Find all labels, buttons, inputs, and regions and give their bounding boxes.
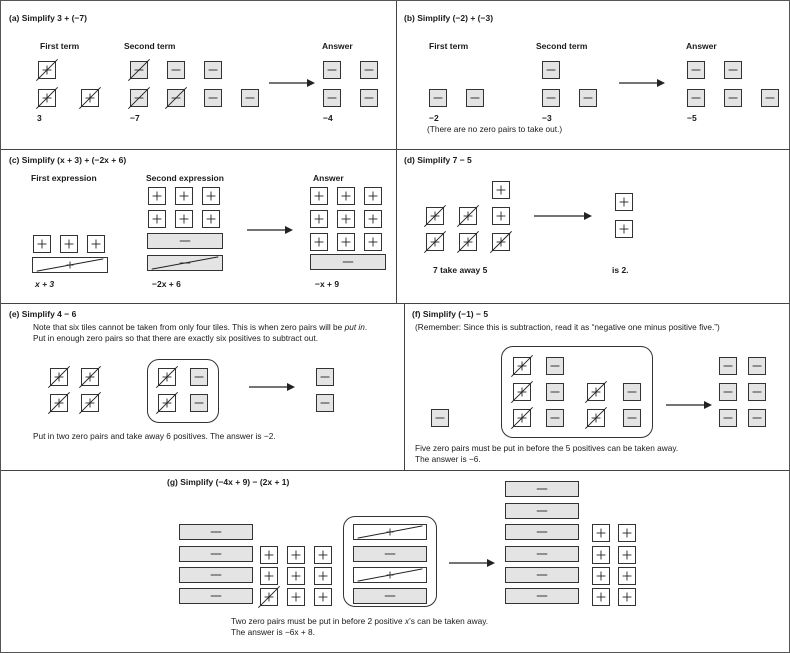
panel-f-result-1: Five zero pairs must be put in before the 5 positives can be taken away. <box>415 443 679 453</box>
negative-unit-tile <box>316 368 334 386</box>
negative-unit-tile <box>579 89 597 107</box>
positive-unit-tile <box>287 546 305 564</box>
negative-x-tile-crossed <box>147 255 223 271</box>
negative-unit-tile <box>431 409 449 427</box>
divider-col-r3 <box>404 303 405 470</box>
positive-unit-tile-crossed <box>513 383 531 401</box>
positive-unit-tile-crossed <box>513 357 531 375</box>
panel-c-value-second: −2x + 6 <box>152 279 181 289</box>
positive-unit-tile <box>314 546 332 564</box>
negative-unit-tile <box>360 89 378 107</box>
negative-unit-tile-crossed <box>130 61 148 79</box>
positive-unit-tile <box>618 567 636 585</box>
negative-unit-tile <box>204 89 222 107</box>
positive-unit-tile-crossed <box>50 368 68 386</box>
negative-unit-tile <box>623 409 641 427</box>
negative-x-tile <box>505 567 579 583</box>
negative-unit-tile <box>167 61 185 79</box>
negative-unit-tile <box>542 61 560 79</box>
negative-unit-tile-crossed <box>130 89 148 107</box>
panel-b-value-answer: −5 <box>687 113 697 123</box>
positive-unit-tile <box>615 220 633 238</box>
positive-unit-tile <box>310 210 328 228</box>
negative-unit-tile <box>748 409 766 427</box>
negative-x-tile <box>179 546 253 562</box>
panel-a-arrow <box>269 77 315 89</box>
divider-col-r2 <box>396 149 397 303</box>
negative-unit-tile <box>623 383 641 401</box>
divider-row3 <box>1 470 790 471</box>
positive-unit-tile-crossed <box>81 89 99 107</box>
negative-x-tile <box>505 588 579 604</box>
positive-unit-tile <box>364 187 382 205</box>
panel-g-result-pre: Two zero pairs must be put in before 2 positive <box>231 616 405 626</box>
positive-unit-tile-crossed <box>459 207 477 225</box>
positive-unit-tile <box>592 524 610 542</box>
negative-unit-tile <box>204 61 222 79</box>
panel-c-header-answer: Answer <box>313 173 344 183</box>
positive-x-tile-crossed <box>353 524 427 540</box>
panel-d-arrow <box>534 210 592 222</box>
positive-unit-tile-crossed <box>158 394 176 412</box>
positive-x-tile-crossed <box>32 257 108 273</box>
positive-unit-tile <box>337 187 355 205</box>
positive-unit-tile <box>592 588 610 606</box>
panel-a-header-answer: Answer <box>322 41 353 51</box>
negative-x-tile <box>505 503 579 519</box>
panel-e-note <box>33 322 379 343</box>
positive-unit-tile <box>60 235 78 253</box>
negative-unit-tile <box>724 89 742 107</box>
panel-b-value-first: −2 <box>429 113 439 123</box>
panel-d-left-label: 7 take away 5 <box>433 265 488 275</box>
positive-unit-tile-crossed <box>81 368 99 386</box>
negative-x-tile <box>179 588 253 604</box>
positive-unit-tile <box>310 233 328 251</box>
negative-unit-tile <box>719 357 737 375</box>
panel-a-header-second: Second term <box>124 41 176 51</box>
positive-unit-tile <box>287 588 305 606</box>
positive-unit-tile <box>492 207 510 225</box>
panel-g-arrow <box>449 557 495 569</box>
positive-unit-tile <box>175 210 193 228</box>
panel-f-arrow <box>666 399 712 411</box>
panel-b-arrow <box>619 77 665 89</box>
positive-unit-tile <box>287 567 305 585</box>
negative-unit-tile <box>323 89 341 107</box>
positive-unit-tile <box>148 187 166 205</box>
positive-unit-tile <box>260 567 278 585</box>
negative-unit-tile <box>241 89 259 107</box>
negative-unit-tile <box>761 89 779 107</box>
positive-unit-tile <box>175 187 193 205</box>
positive-unit-tile <box>87 235 105 253</box>
negative-unit-tile <box>542 89 560 107</box>
panel-b-note: (There are no zero pairs to take out.) <box>427 124 563 134</box>
negative-x-tile <box>353 546 427 562</box>
positive-unit-tile <box>33 235 51 253</box>
panel-b-value-second: −3 <box>542 113 552 123</box>
positive-unit-tile <box>618 524 636 542</box>
panel-a-value-second: −7 <box>130 113 140 123</box>
positive-unit-tile-crossed <box>81 394 99 412</box>
panel-g-result-2: The answer is −6x + 8. <box>231 627 315 637</box>
negative-x-tile <box>505 481 579 497</box>
positive-unit-tile-crossed <box>38 89 56 107</box>
panel-e-result: Put in two zero pairs and take away 6 positives. The answer is −2. <box>33 431 276 441</box>
negative-x-tile <box>310 254 386 270</box>
negative-unit-tile <box>719 409 737 427</box>
negative-x-tile <box>179 524 253 540</box>
positive-unit-tile <box>337 233 355 251</box>
positive-unit-tile <box>364 210 382 228</box>
positive-unit-tile-crossed <box>426 207 444 225</box>
positive-unit-tile-crossed <box>492 233 510 251</box>
negative-x-tile <box>147 233 223 249</box>
negative-x-tile <box>505 546 579 562</box>
negative-unit-tile <box>190 368 208 386</box>
positive-unit-tile <box>592 546 610 564</box>
negative-unit-tile <box>466 89 484 107</box>
panel-b-header-second: Second term <box>536 41 588 51</box>
positive-unit-tile-crossed <box>260 588 278 606</box>
panel-g-title: (g) Simplify (−4x + 9) − (2x + 1) <box>167 477 290 487</box>
panel-d-right-label: is 2. <box>612 265 629 275</box>
panel-g-result-1 <box>231 616 488 627</box>
panel-d-title: (d) Simplify 7 − 5 <box>404 155 472 165</box>
negative-unit-tile <box>687 89 705 107</box>
positive-unit-tile-crossed <box>587 383 605 401</box>
negative-unit-tile <box>748 383 766 401</box>
panel-g-result-em: x <box>404 616 410 626</box>
negative-unit-tile-crossed <box>167 89 185 107</box>
panel-a-value-answer: −4 <box>323 113 333 123</box>
panel-a-value-first: 3 <box>37 113 42 123</box>
positive-unit-tile-crossed <box>513 409 531 427</box>
panel-b-header-answer: Answer <box>686 41 717 51</box>
panel-c-title: (c) Simplify (x + 3) + (−2x + 6) <box>9 155 127 165</box>
panel-c-header-second: Second expression <box>146 173 224 183</box>
positive-unit-tile <box>618 588 636 606</box>
negative-unit-tile <box>546 357 564 375</box>
positive-unit-tile <box>148 210 166 228</box>
panel-c-arrow <box>247 224 293 236</box>
negative-unit-tile <box>687 61 705 79</box>
panel-c-value-first: x + 3 <box>35 279 55 289</box>
panel-f-note: (Remember: Since this is subtraction, read it as “negative one minus positive five.”) <box>415 322 720 332</box>
negative-unit-tile <box>546 409 564 427</box>
panel-e-note-post: . Put in enough zero pairs so that there are exactly six positives to subtract out. <box>33 322 368 343</box>
positive-unit-tile <box>364 233 382 251</box>
negative-unit-tile <box>546 383 564 401</box>
positive-unit-tile <box>202 210 220 228</box>
positive-unit-tile-crossed <box>459 233 477 251</box>
positive-unit-tile-crossed <box>158 368 176 386</box>
negative-x-tile <box>353 588 427 604</box>
panel-e-arrow <box>249 381 295 393</box>
positive-unit-tile <box>314 567 332 585</box>
positive-unit-tile <box>202 187 220 205</box>
positive-unit-tile-crossed <box>426 233 444 251</box>
panel-g-result-post: ’s can be taken away. <box>409 616 489 626</box>
positive-x-tile-crossed <box>353 567 427 583</box>
panel-e-title: (e) Simplify 4 − 6 <box>9 309 77 319</box>
panel-b-title: (b) Simplify (−2) + (−3) <box>404 13 494 23</box>
positive-unit-tile <box>310 187 328 205</box>
positive-unit-tile <box>492 181 510 199</box>
panel-c-value-answer: −x + 9 <box>315 279 340 289</box>
panel-c-header-first: First expression <box>31 173 97 183</box>
positive-unit-tile <box>615 193 633 211</box>
divider-row2 <box>1 303 790 304</box>
positive-unit-tile-crossed <box>50 394 68 412</box>
panel-e-note-em: put in <box>344 322 365 332</box>
negative-unit-tile <box>360 61 378 79</box>
panel-f-title: (f) Simplify (−1) − 5 <box>412 309 489 319</box>
negative-x-tile <box>179 567 253 583</box>
panel-a-title: (a) Simplify 3 + (−7) <box>9 13 87 23</box>
positive-unit-tile <box>260 546 278 564</box>
positive-unit-tile <box>618 546 636 564</box>
positive-unit-tile <box>314 588 332 606</box>
panel-a-header-first: First term <box>40 41 80 51</box>
negative-unit-tile <box>719 383 737 401</box>
negative-unit-tile <box>429 89 447 107</box>
negative-unit-tile <box>316 394 334 412</box>
positive-unit-tile-crossed <box>587 409 605 427</box>
negative-x-tile <box>505 524 579 540</box>
positive-unit-tile <box>592 567 610 585</box>
panel-e-note-pre: Note that six tiles cannot be taken from only four tiles. This is when zero pairs will be <box>33 322 345 332</box>
panel-f-result-2: The answer is −6. <box>415 454 481 464</box>
positive-unit-tile-crossed <box>38 61 56 79</box>
negative-unit-tile <box>323 61 341 79</box>
negative-unit-tile <box>190 394 208 412</box>
panel-b-header-first: First term <box>429 41 469 51</box>
negative-unit-tile <box>724 61 742 79</box>
positive-unit-tile <box>337 210 355 228</box>
negative-unit-tile <box>748 357 766 375</box>
divider-col-r1 <box>396 1 397 149</box>
